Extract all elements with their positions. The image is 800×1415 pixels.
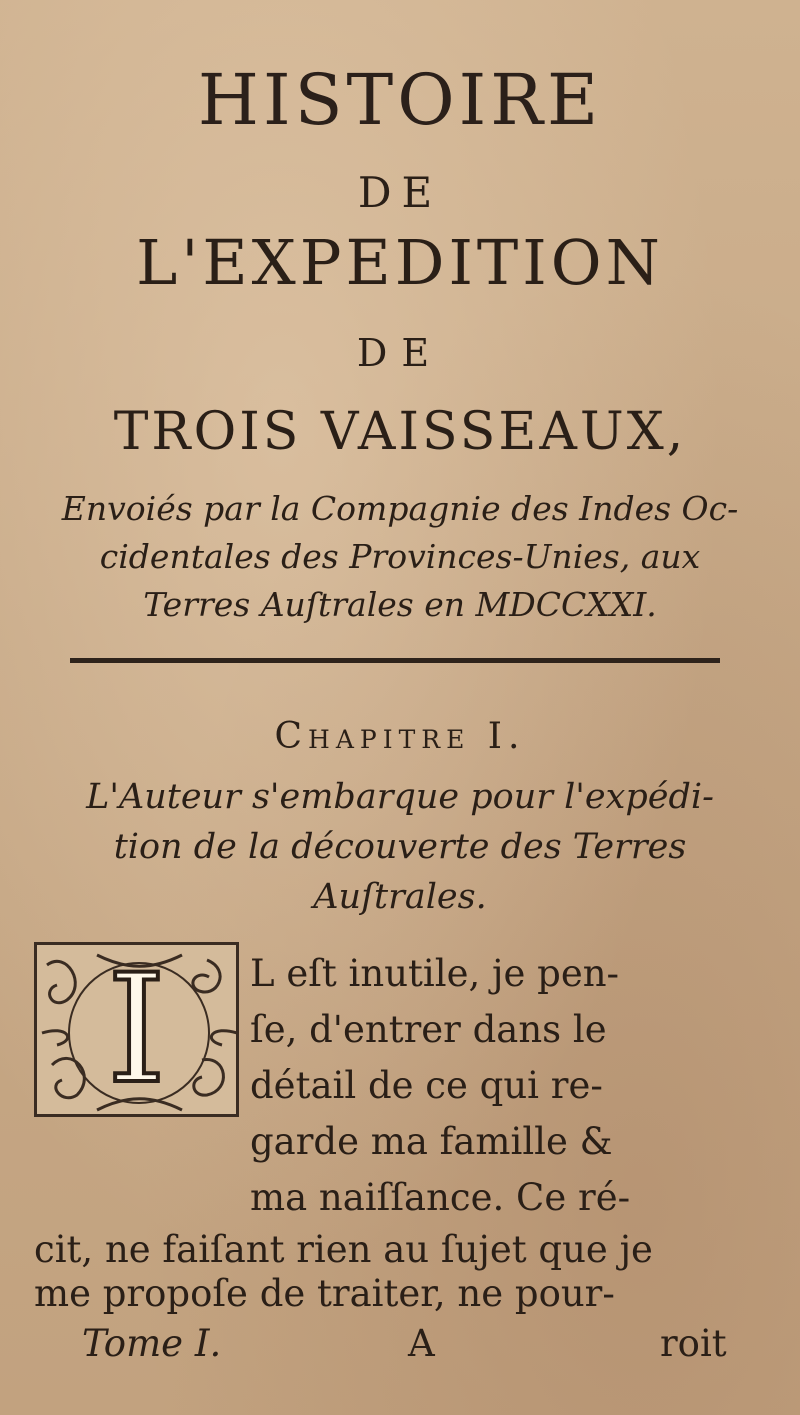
subtitle-line-1: Envoiés par la Compagnie des Indes Oc- [61,489,739,528]
chapter-summary-line-1: L'Auteur s'embarque pour l'expédi- [86,777,714,817]
subtitle-line-2: cidentales des Provinces-Unies, aux [99,537,701,576]
body-line-1: L eſt inutile, je pen- [250,952,620,995]
body-line-2: ſe, d'entrer dans le [250,1008,607,1051]
body-line-3: détail de ce qui re- [250,1064,603,1107]
catchword: roit [660,1322,727,1365]
subtitle-line-3: Terres Auſtrales en MDCCXXI. [143,585,657,624]
title-line-1: HISTOIRE [197,59,603,141]
body-line-4: garde ma famille & [250,1120,613,1163]
drop-cap-letter: I [106,942,167,1117]
title-de-2: DE [356,331,444,375]
chapter-heading: Chapitre I. [274,716,526,757]
signature-mark: A [408,1322,435,1365]
title-de-1: DE [357,168,443,217]
title-line-3: TROIS VAISSEAUX, [113,402,687,462]
chapter-summary [40,772,760,922]
page-footer [0,1322,800,1372]
ornamental-initial [34,942,239,1117]
body-line-7: me propoſe de traiter, ne pour- [34,1272,615,1315]
subtitle [40,485,760,629]
title-line-2: L'EXPEDITION [136,226,664,299]
chapter-summary-line-2: tion de la découverte des Terres [113,827,687,867]
horizontal-rule [70,658,720,663]
body-line-5: ma naiſſance. Ce ré- [250,1176,631,1219]
chapter-summary-line-3: Auſtrales. [313,877,487,917]
body-line-6: cit, ne faiſant rien au ſujet que je [34,1228,653,1271]
tome-label: Tome I. [82,1322,222,1365]
